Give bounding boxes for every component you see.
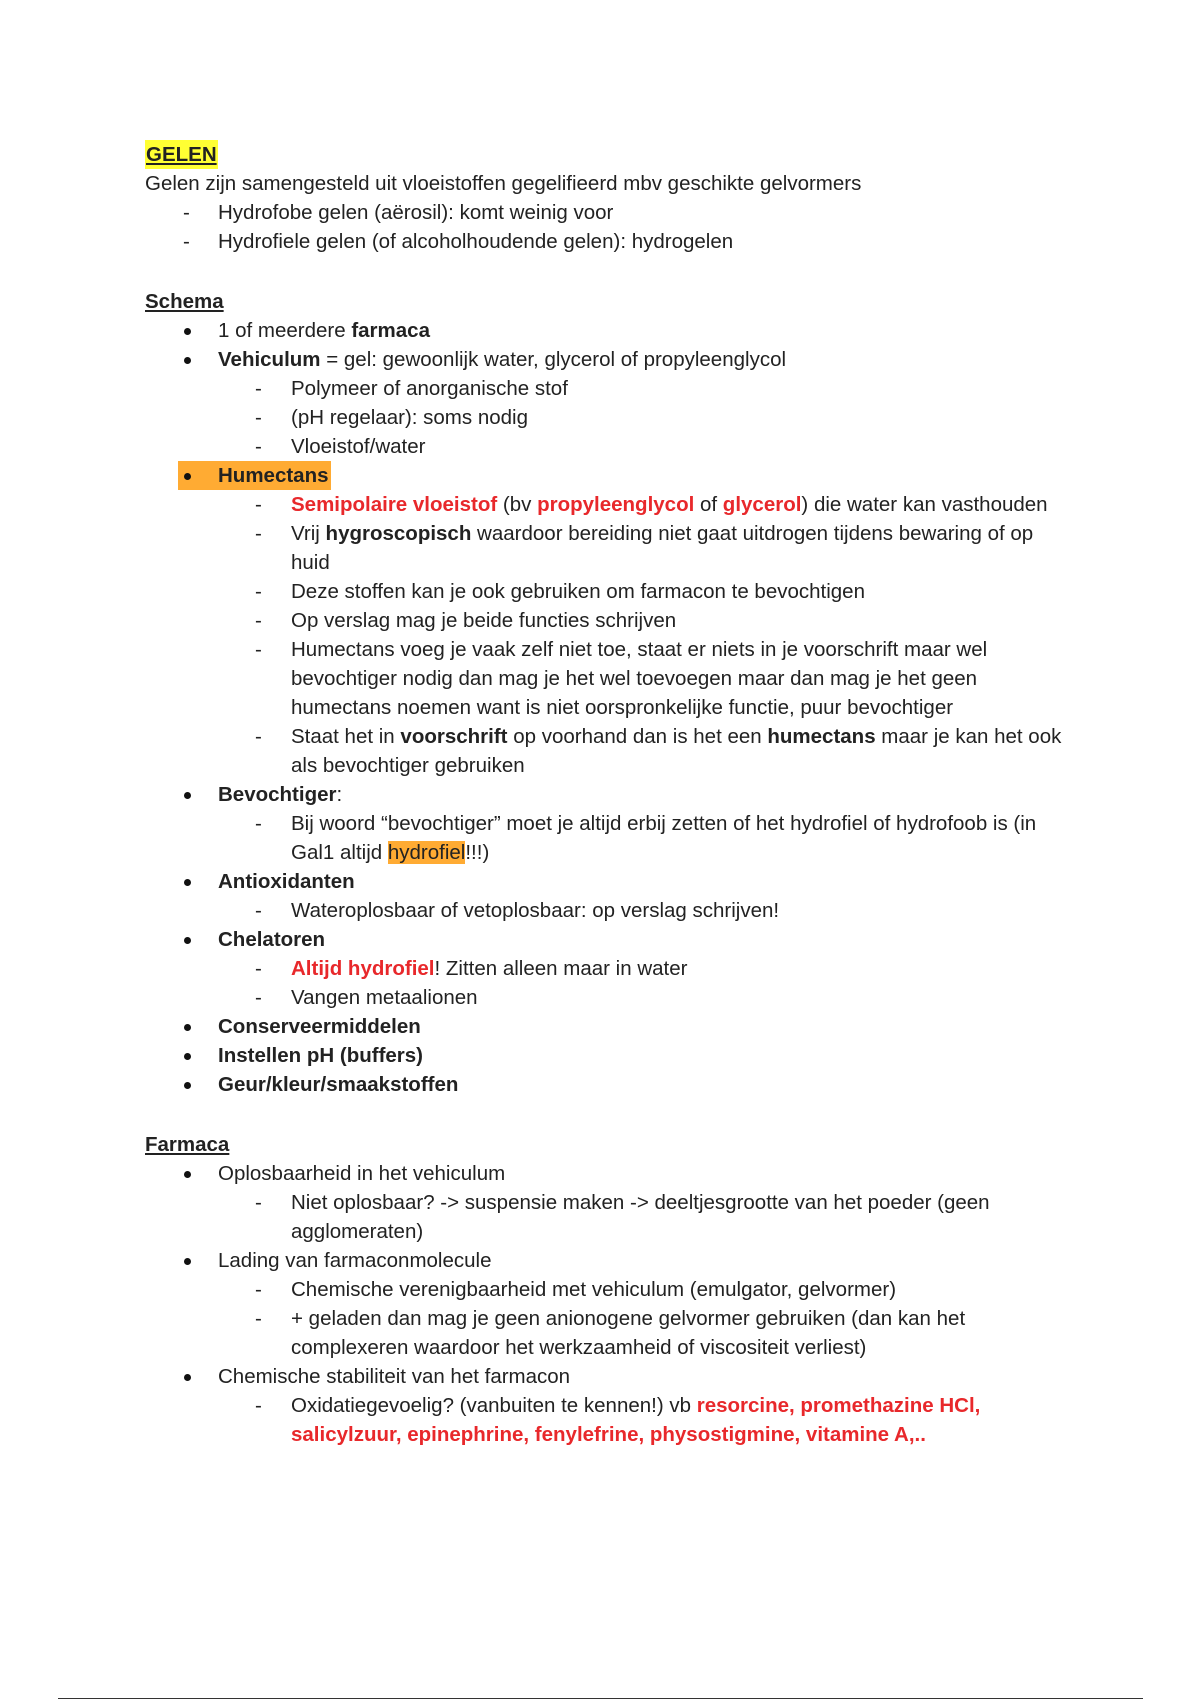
gelen-types-list <box>145 198 1075 256</box>
gelen-intro: Gelen zijn samengesteld uit vloeistoffen gegelifieerd mbv geschikte gelvormers <box>145 172 862 195</box>
item-text: Lading van farmaconmolecule <box>218 1249 492 1272</box>
item-text: ! Zitten alleen maar in water <box>434 957 688 980</box>
item-text: Oxidatiegevoelig? (vanbuiten te kennen!) vb <box>291 1394 697 1417</box>
list-item: - Vloeistof/water <box>145 432 1075 461</box>
item-text: : <box>336 783 343 806</box>
bevochtiger-sublist <box>145 809 1075 867</box>
item-bold: voorschrift <box>400 725 508 748</box>
item-bold: farmaca <box>351 319 430 342</box>
red-term: propyleenglycol <box>537 493 695 516</box>
item-text: Chemische stabiliteit van het farmacon <box>218 1365 571 1388</box>
list-item: - Deze stoffen kan je ook gebruiken om farmacon te bevochtigen <box>145 577 1075 606</box>
item-text: ) die water kan vasthouden <box>801 493 1048 516</box>
farmaca-list <box>145 1159 1075 1449</box>
item-text: Vrij <box>291 522 326 545</box>
item-text: waardoor bereiding niet gaat uitdrogen tijdens bewaring of op huid <box>291 522 1034 574</box>
list-item: Instellen pH (buffers) <box>145 1041 1075 1070</box>
list-item <box>145 1362 1075 1449</box>
document-title <box>145 140 1075 169</box>
list-item <box>145 780 1075 867</box>
stabiliteit-sublist <box>145 1391 1075 1449</box>
list-item: - Wateroplosbaar of vetoplosbaar: op verslag schrijven! <box>145 896 1075 925</box>
list-item: - (pH regelaar): soms nodig <box>145 403 1075 432</box>
list-item <box>145 925 1075 1012</box>
item-bold: Chelatoren <box>218 928 326 951</box>
list-item <box>145 954 1075 983</box>
schema-list <box>145 316 1075 1099</box>
list-item <box>145 722 1075 780</box>
list-item <box>145 490 1075 519</box>
list-item: - Polymeer of anorganische stof <box>145 374 1075 403</box>
list-item <box>145 1246 1075 1362</box>
chelatoren-sublist <box>145 954 1075 1012</box>
lading-sublist <box>145 1275 1075 1362</box>
item-bold: humectans <box>767 725 876 748</box>
page-bottom-rule <box>58 1698 1143 1699</box>
oplosbaarheid-sublist <box>145 1188 1075 1246</box>
list-item <box>145 1391 1075 1449</box>
antioxidanten-sublist <box>145 896 1075 925</box>
list-item <box>145 519 1075 577</box>
item-text: Bij woord “bevochtiger” moet je altijd erbij zetten of het hydrofiel of hydrofoob is (in Gal1 altijd <box>291 812 1037 864</box>
item-text: !!!) <box>465 841 490 864</box>
item-text: of <box>694 493 723 516</box>
schema-heading: Schema <box>145 290 224 313</box>
item-text: Oplosbaarheid in het vehiculum <box>218 1162 506 1185</box>
item-text: maar je kan het ook als bevochtiger gebruiken <box>291 725 1062 777</box>
list-item <box>145 867 1075 925</box>
list-item <box>145 316 1075 345</box>
farmaca-heading: Farmaca <box>145 1133 230 1156</box>
item-text: op voorhand dan is het een <box>507 725 768 748</box>
list-item: - Chemische verenigbaarheid met vehiculum (emulgator, gelvormer) <box>145 1275 1075 1304</box>
list-item: - + geladen dan mag je geen anionogene gelvormer gebruiken (dan kan het complexeren waardoor het werkzaamheid of viscositeit verliest) <box>145 1304 1075 1362</box>
item-text: (bv <box>497 493 538 516</box>
list-item: - Hydrofiele gelen (of alcoholhoudende gelen): hydrogelen <box>145 227 1075 256</box>
list-item: Conserveermiddelen <box>145 1012 1075 1041</box>
list-item: Geur/kleur/smaakstoffen <box>145 1070 1075 1099</box>
humectans-label: Humectans <box>178 461 331 490</box>
humectans-sublist <box>145 490 1075 780</box>
red-term: glycerol <box>722 493 802 516</box>
list-item <box>145 809 1075 867</box>
item-bold: Bevochtiger <box>218 783 337 806</box>
highlight-term: hydrofiel <box>387 841 466 864</box>
list-item <box>145 1159 1075 1246</box>
list-item: - Humectans voeg je vaak zelf niet toe, staat er niets in je voorschrift maar wel bevochtiger nodig dan mag je het wel toevoegen maar dan mag je het geen humectans noemen want is niet oorspronkelijke functie, puur bevochtiger <box>145 635 1075 722</box>
list-item: - Op verslag mag je beide functies schrijven <box>145 606 1075 635</box>
item-text: 1 of meerdere <box>218 319 352 342</box>
list-item <box>145 461 1075 780</box>
list-item <box>145 345 1075 461</box>
list-item: - Niet oplosbaar? -> suspensie maken -> deeltjesgrootte van het poeder (geen agglomeraten) <box>145 1188 1075 1246</box>
red-term: resorcine, promethazine HCl, salicylzuur, epinephrine, fenylefrine, physostigmine, vitamine A,.. <box>291 1394 981 1446</box>
item-bold: Vehiculum <box>218 348 321 371</box>
item-bold: hygroscopisch <box>325 522 472 545</box>
item-text: = gel: gewoonlijk water, glycerol of propyleenglycol <box>320 348 787 371</box>
item-text: Staat het in <box>291 725 401 748</box>
document-page <box>145 140 1075 1449</box>
gelen-title: GELEN <box>145 140 218 169</box>
list-item: - Vangen metaalionen <box>145 983 1075 1012</box>
item-bold: Antioxidanten <box>218 870 355 893</box>
list-item: - Hydrofobe gelen (aërosil): komt weinig voor <box>145 198 1075 227</box>
red-term: Altijd hydrofiel <box>291 957 435 980</box>
red-term: Semipolaire vloeistof <box>291 493 498 516</box>
vehiculum-sublist <box>145 374 1075 461</box>
